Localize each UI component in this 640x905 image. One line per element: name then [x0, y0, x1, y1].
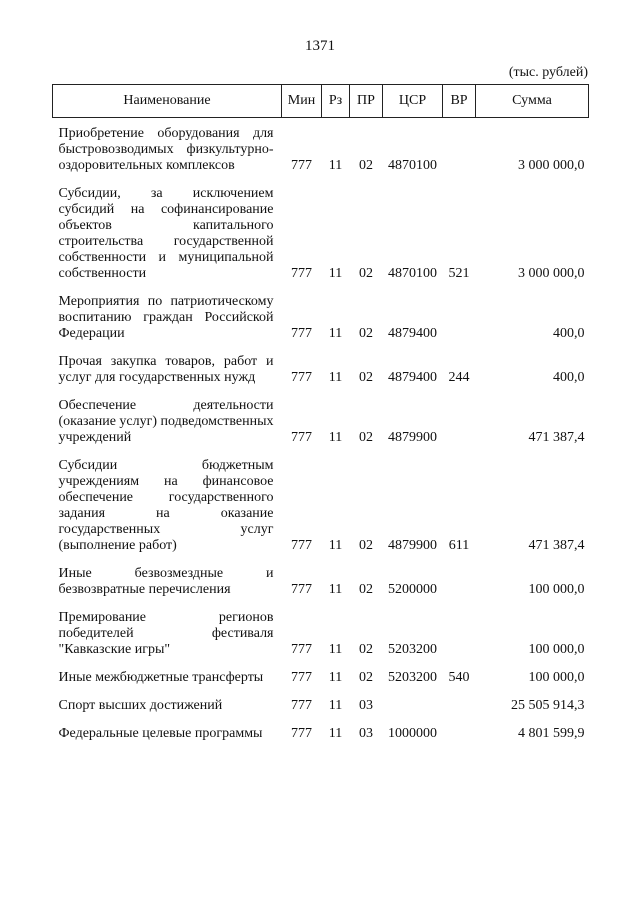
row-vr: 521 — [448, 266, 470, 281]
row-vr — [443, 118, 476, 177]
budget-table — [52, 84, 589, 744]
row-sum: 400,0 — [553, 370, 585, 385]
row-vr — [443, 388, 476, 448]
table-row — [53, 688, 589, 716]
row-sum: 25 505 914,3 — [511, 698, 585, 713]
table-row — [53, 448, 589, 556]
row-rz: 11 — [328, 430, 343, 445]
row-pr: 02 — [359, 642, 373, 657]
row-name: Прочая закупка товаров, работ и услуг для государственных нужд — [58, 354, 274, 385]
header-min: Мин — [282, 85, 322, 118]
row-csr: 4879900 — [388, 538, 437, 553]
row-vr: 540 — [448, 670, 470, 685]
table-row — [53, 344, 589, 388]
header-csr: ЦСР — [383, 85, 443, 118]
row-name: Обеспечение деятельности (оказание услуг) подведомственных учреждений — [58, 398, 274, 445]
row-min: 777 — [291, 726, 312, 741]
row-rz: 11 — [328, 266, 343, 281]
row-min: 777 — [291, 670, 312, 685]
row-name: Федеральные целевые программы — [58, 726, 263, 741]
row-csr: 4879900 — [388, 430, 437, 445]
row-csr: 4870100 — [388, 158, 437, 173]
table-row — [53, 388, 589, 448]
row-pr: 02 — [359, 538, 373, 553]
row-name: Субсидии, за исключением субсидий на софинансирование объектов капитального строительства государственной собственности и муниципальной собственности — [58, 186, 274, 281]
row-name: Иные безвозмездные и безвозвратные перечисления — [58, 566, 274, 597]
row-rz: 11 — [328, 698, 343, 713]
header-sum: Сумма — [476, 85, 589, 118]
row-min: 777 — [291, 158, 312, 173]
row-name: Субсидии бюджетным учреждениям на финансовое обеспечение государственного задания на оказание государственных услуг (выполнение работ) — [58, 458, 274, 553]
row-vr: 611 — [448, 538, 470, 553]
header-pr: ПР — [350, 85, 383, 118]
row-csr: 4879400 — [388, 370, 437, 385]
row-name: Мероприятия по патриотическому воспитанию граждан Российской Федерации — [58, 294, 274, 341]
row-rz: 11 — [328, 158, 343, 173]
row-pr: 02 — [359, 370, 373, 385]
row-sum: 3 000 000,0 — [518, 158, 585, 173]
row-sum: 3 000 000,0 — [518, 266, 585, 281]
row-rz: 11 — [328, 370, 343, 385]
row-sum: 100 000,0 — [528, 582, 585, 597]
row-rz: 11 — [328, 670, 343, 685]
row-min: 777 — [291, 266, 312, 281]
table-row — [53, 176, 589, 284]
table-row — [53, 284, 589, 344]
row-pr: 02 — [359, 670, 373, 685]
row-csr: 1000000 — [388, 726, 437, 741]
row-name: Приобретение оборудования для быстровозводимых физкультурно-оздоровительных комплексов — [58, 126, 274, 173]
row-vr — [443, 556, 476, 600]
row-sum: 100 000,0 — [528, 642, 585, 657]
row-min: 777 — [291, 538, 312, 553]
row-name: Иные межбюджетные трансферты — [58, 670, 264, 685]
row-pr: 03 — [359, 726, 373, 741]
row-rz: 11 — [328, 726, 343, 741]
row-min: 777 — [291, 642, 312, 657]
table-row — [53, 600, 589, 660]
row-vr — [443, 688, 476, 716]
row-pr: 03 — [359, 698, 373, 713]
row-min: 777 — [291, 698, 312, 713]
row-min: 777 — [291, 430, 312, 445]
row-pr: 02 — [359, 266, 373, 281]
table-row — [53, 556, 589, 600]
row-csr: 5203200 — [388, 642, 437, 657]
row-min: 777 — [291, 582, 312, 597]
row-vr — [443, 600, 476, 660]
row-csr: 4870100 — [388, 266, 437, 281]
header-vr: ВР — [443, 85, 476, 118]
row-vr — [443, 716, 476, 744]
table-row — [53, 660, 589, 688]
row-csr — [383, 688, 443, 716]
page-number: 1371 — [305, 38, 335, 54]
units-label: (тыс. рублей) — [508, 65, 588, 80]
table-row — [53, 716, 589, 744]
row-rz: 11 — [328, 326, 343, 341]
row-sum: 471 387,4 — [528, 430, 585, 445]
row-vr — [443, 284, 476, 344]
header-rz: Рз — [322, 85, 350, 118]
row-min: 777 — [291, 326, 312, 341]
table-header-row — [53, 85, 589, 118]
header-name: Наименование — [53, 85, 282, 118]
row-sum: 400,0 — [553, 326, 585, 341]
row-vr: 244 — [448, 370, 470, 385]
row-pr: 02 — [359, 326, 373, 341]
row-sum: 4 801 599,9 — [518, 726, 585, 741]
row-pr: 02 — [359, 582, 373, 597]
row-name: Премирование регионов победителей фестиваля "Кавказские игры" — [58, 610, 274, 657]
table-row — [53, 118, 589, 177]
row-name: Спорт высших достижений — [58, 698, 223, 713]
row-csr: 5203200 — [388, 670, 437, 685]
row-pr: 02 — [359, 430, 373, 445]
row-pr: 02 — [359, 158, 373, 173]
row-sum: 100 000,0 — [528, 670, 585, 685]
row-csr: 4879400 — [388, 326, 437, 341]
row-rz: 11 — [328, 642, 343, 657]
row-sum: 471 387,4 — [528, 538, 585, 553]
row-min: 777 — [291, 370, 312, 385]
row-csr: 5200000 — [388, 582, 437, 597]
row-rz: 11 — [328, 582, 343, 597]
row-rz: 11 — [328, 538, 343, 553]
